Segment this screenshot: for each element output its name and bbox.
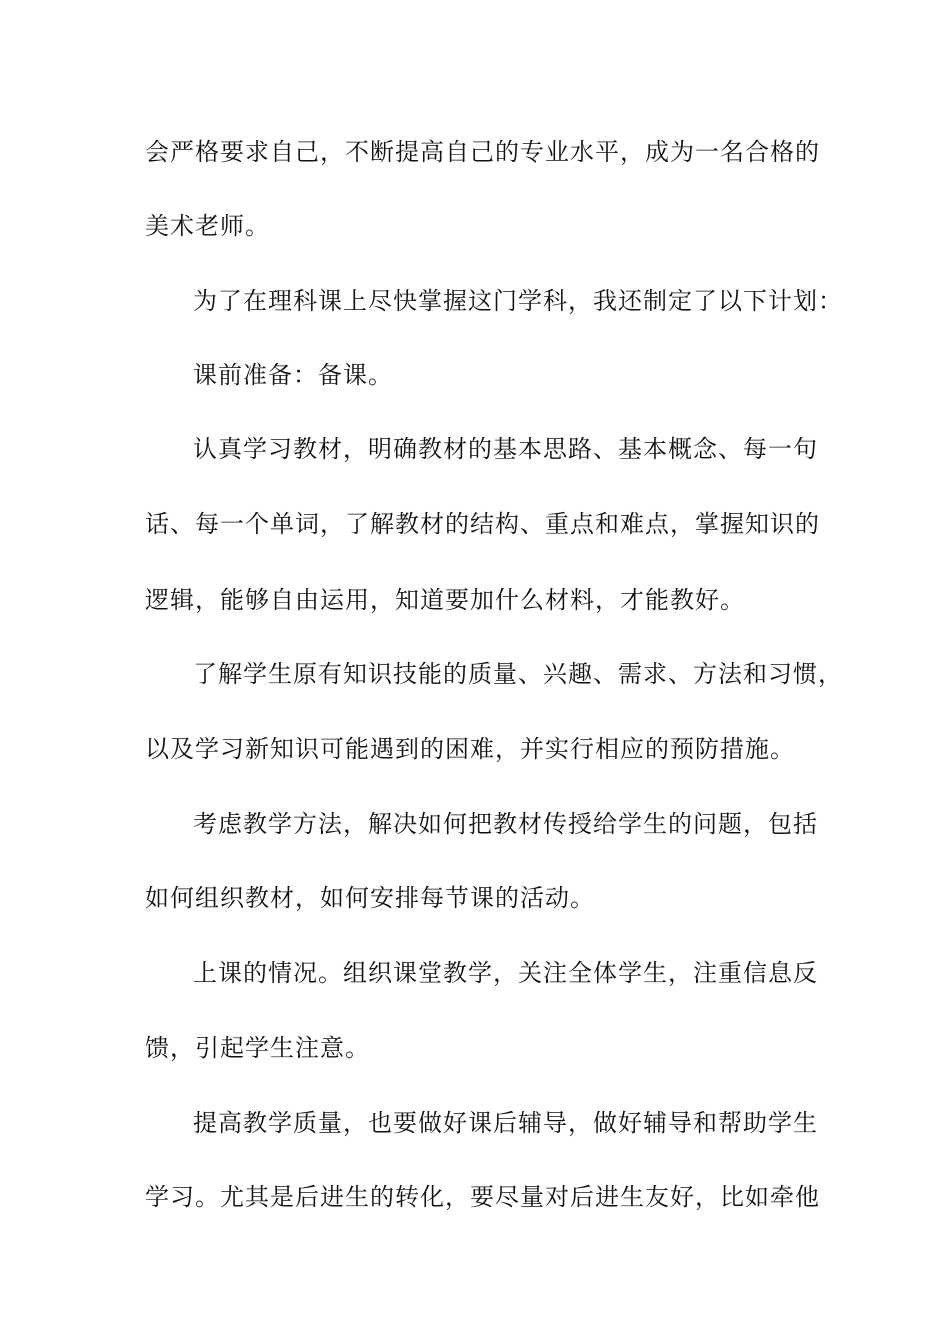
text-line: 美术老师。 [145,212,270,240]
text-line: 学习。尤其是后进生的转化，要尽量对后进生友好，比如牵他 [145,1183,820,1211]
text-line: 馈，引起学生注意。 [145,1034,370,1062]
paragraph-first-line: 上课的情况。组织课堂教学，关注全体学生，注重信息反 [193,959,818,987]
paragraph-first-line: 课前准备：备课。 [193,361,393,389]
paragraph-first-line: 认真学习教材，明确教材的基本思路、基本概念、每一句 [193,435,818,463]
paragraph-first-line: 了解学生原有知识技能的质量、兴趣、需求、方法和习惯， [193,660,843,688]
text-line: 逻辑，能够自由运用，知道要加什么材料，才能教好。 [145,586,745,614]
paragraph-first-line: 考虑教学方法，解决如何把教材传授给学生的问题，包括 [193,810,818,838]
text-line: 以及学习新知识可能遇到的困难，并实行相应的预防措施。 [145,735,795,763]
text-line: 如何组织教材，如何安排每节课的活动。 [145,884,595,912]
text-line: 话、每一个单词，了解教材的结构、重点和难点，掌握知识的 [145,510,820,538]
paragraph-first-line: 为了在理科课上尽快掌握这门学科，我还制定了以下计划： [193,287,843,315]
paragraph-first-line: 提高教学质量，也要做好课后辅导，做好辅导和帮助学生 [193,1109,818,1137]
text-line: 会严格要求自己，不断提高自己的专业水平，成为一名合格的 [145,138,820,166]
